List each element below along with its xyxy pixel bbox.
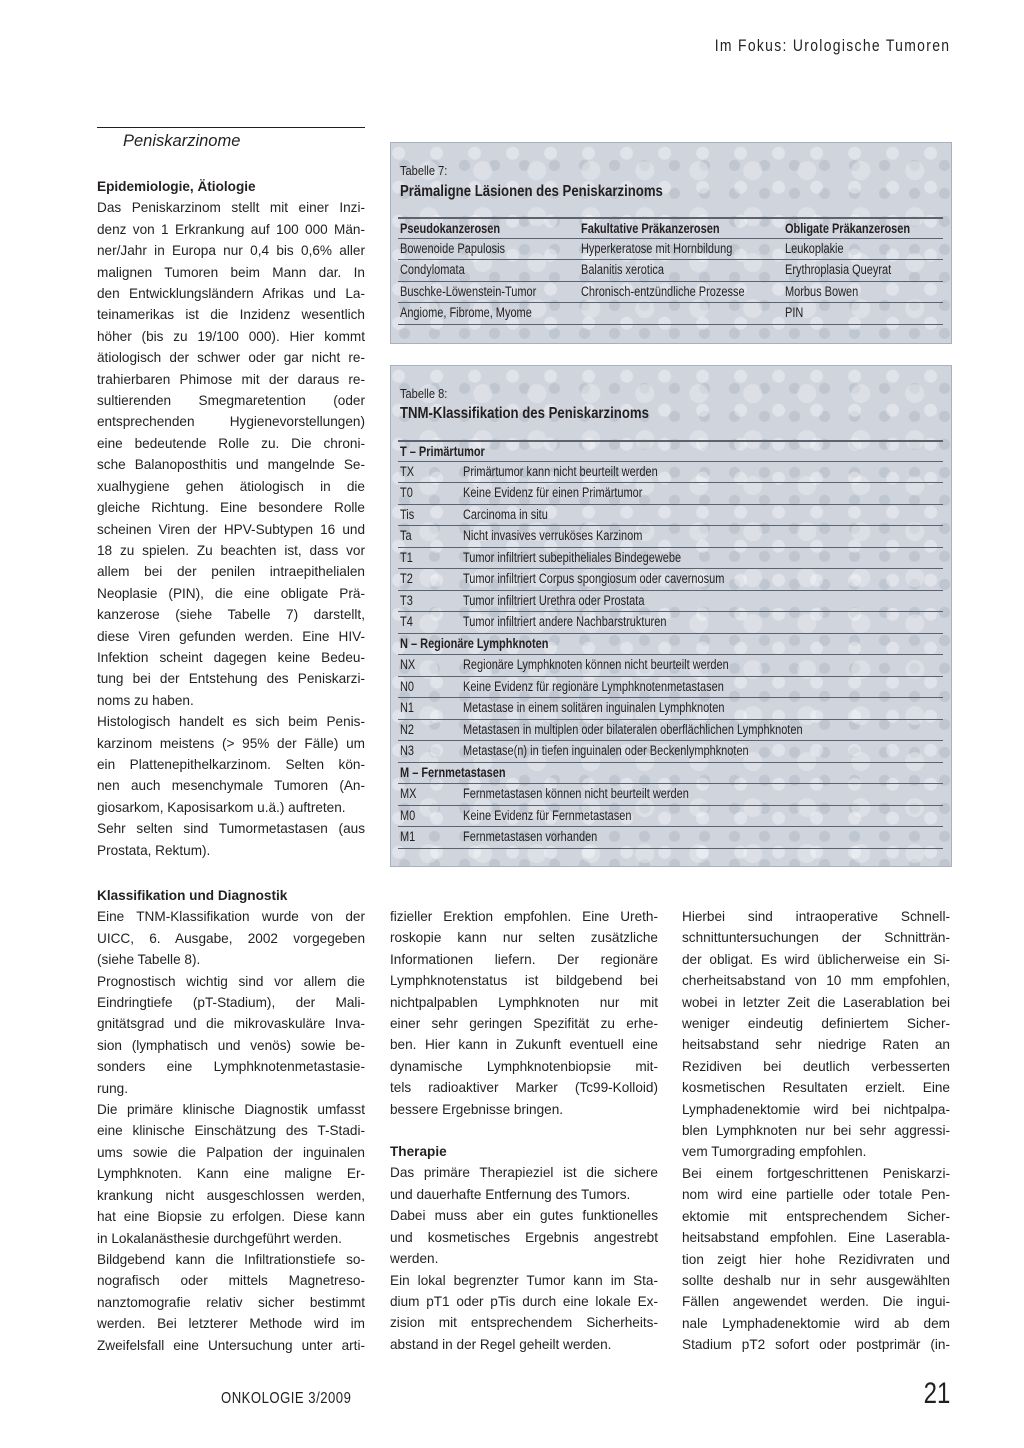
tnm-code: N2 bbox=[400, 721, 415, 737]
text-line: Lymphknoten. Kann eine maligne Er- bbox=[97, 1166, 365, 1182]
text-line: rung. bbox=[97, 1080, 128, 1096]
text-line: Infektion scheint dagegen keine Bedeu- bbox=[97, 649, 365, 665]
text-line: schnittuntersuchungen der Schnitträn- bbox=[682, 930, 950, 946]
text-line: Dabei muss aber ein gutes funktionelles bbox=[390, 1208, 658, 1224]
table-cell: Balanitis xerotica bbox=[581, 262, 665, 277]
text-line: sche Balanoposthitis und mangelnde Se- bbox=[97, 457, 365, 473]
column-3 bbox=[682, 906, 950, 1356]
tnm-description: Keine Evidenz für Fernmetastasen bbox=[463, 807, 632, 823]
text-line: fizieller Erektion empfohlen. Eine Ureth- bbox=[390, 909, 658, 924]
text-line: sollte deshalb nur in sehr ausgewählten bbox=[682, 1272, 950, 1288]
text-line: sonders eine Lymphknotenmetastasie- bbox=[97, 1059, 365, 1075]
column-1-top bbox=[97, 176, 365, 861]
table-8-title: TNM-Klassifikation des Peniskarzinoms bbox=[400, 405, 649, 422]
text-line: nanztomografie relativ sicher bestimmt bbox=[97, 1294, 365, 1310]
tnm-code: T3 bbox=[400, 592, 413, 608]
text-line: cherheitsabstand von 10 mm empfohlen, bbox=[682, 973, 950, 989]
tnm-code: N3 bbox=[400, 743, 415, 758]
table-cell: Leukoplakie bbox=[785, 240, 844, 256]
text-line: teinamerikas ist die Inzidenz wesentlich bbox=[97, 307, 365, 323]
text-line: allem bei der penilen intraepithelialen bbox=[97, 564, 365, 580]
text-line: 18 zu spielen. Zu beachten ist, dass vor bbox=[97, 542, 365, 558]
table-row bbox=[398, 677, 943, 699]
tnm-description: Metastasen in multiplen oder bilateralen oberflächlichen Lymphknoten bbox=[463, 721, 803, 737]
table-row bbox=[398, 591, 943, 613]
text-line: nom wird eine partielle oder totale Pen- bbox=[682, 1187, 950, 1203]
text-line: tion zeigt hier hohe Rezidivraten und bbox=[682, 1251, 950, 1267]
table-cell: Condylomata bbox=[400, 262, 465, 277]
body-lines bbox=[390, 906, 658, 1120]
text-line: karzinom meistens (> 95% der Fälle) um bbox=[97, 735, 365, 751]
section-heading-text: N – Regionäre Lymphknoten bbox=[400, 635, 549, 651]
table-8 bbox=[390, 365, 952, 867]
text-line: Bildgebend kann die Infiltrationstiefe so- bbox=[97, 1251, 365, 1267]
text-line: trahierbaren Phimose mit der daraus re- bbox=[97, 371, 365, 387]
text-line: noms zu haben. bbox=[97, 692, 194, 708]
tnm-description: Regionäre Lymphknoten können nicht beurteilt werden bbox=[463, 657, 729, 672]
text-line: (siehe Tabelle 8). bbox=[97, 952, 201, 968]
table-7-title: Prämaligne Läsionen des Peniskarzinoms bbox=[400, 183, 663, 200]
text-line: bessere Ergebnisse bringen. bbox=[390, 1101, 564, 1117]
body-lines bbox=[682, 906, 950, 1356]
table-section-heading bbox=[398, 763, 943, 785]
tnm-code: M0 bbox=[400, 807, 416, 823]
table-cell: Hyperkeratose mit Hornbildung bbox=[581, 240, 733, 256]
column-1-bottom bbox=[97, 885, 365, 1356]
text-line: Das primäre Therapieziel ist die sichere bbox=[390, 1165, 658, 1181]
text-line: tung bei der Entstehung des Peniskarzi- bbox=[97, 671, 365, 687]
text-line: Ein lokal begrenzter Tumor kann im Sta- bbox=[390, 1272, 658, 1288]
tnm-code: T1 bbox=[400, 549, 413, 565]
table-cell: Erythroplasia Queyrat bbox=[785, 262, 892, 277]
body-lines bbox=[97, 906, 365, 1356]
table-7 bbox=[390, 142, 952, 344]
text-line: krankung nicht ausgeschlossen werden, bbox=[97, 1187, 365, 1203]
text-line: Prognostisch wichtig sind vor allem die bbox=[97, 973, 365, 989]
text-line: Eine TNM-Klassifikation wurde von der bbox=[97, 909, 365, 925]
text-line: ums sowie die Palpation der inguinalen bbox=[97, 1144, 365, 1160]
text-line: hat eine Biopsie zu erfolgen. Diese kann bbox=[97, 1209, 365, 1225]
text-line: und kosmetisches Ergebnis angestrebt bbox=[390, 1229, 658, 1245]
text-line: ektomie mit entsprechendem Sicher- bbox=[682, 1208, 950, 1224]
text-line: scheinen Viren der HPV-Subtypen 16 und bbox=[97, 521, 365, 537]
table-cell: Bowenoide Papulosis bbox=[400, 240, 505, 256]
text-line: xualhygiene gehen ätiologisch in die bbox=[97, 478, 365, 494]
tnm-description: Metastase(n) in tiefen inguinalen oder Beckenlymphknoten bbox=[463, 743, 749, 758]
text-line: sultierenden Smegmaretention (oder bbox=[97, 393, 365, 409]
table-row bbox=[398, 784, 943, 806]
text-line: nale Lymphadenektomie wird ab dem bbox=[682, 1315, 950, 1331]
text-line: giosarkom, Kaposisarkom u.ä.) auftreten. bbox=[97, 799, 346, 815]
tnm-description: Keine Evidenz für regionäre Lymphknotenmetastasen bbox=[463, 678, 724, 694]
table-cell: Chronisch-entzündliche Prozesse bbox=[581, 283, 745, 299]
table-row bbox=[398, 827, 943, 849]
text-line: Die primäre klinische Diagnostik umfasst bbox=[97, 1102, 365, 1118]
tnm-code: T0 bbox=[400, 485, 413, 500]
table-section-heading bbox=[398, 440, 943, 462]
text-line: UICC, 6. Ausgabe, 2002 vorgegeben bbox=[97, 930, 365, 946]
text-line: ätiologisch der schwer oder gar nicht re- bbox=[97, 350, 365, 366]
column-header: Pseudokanzerosen bbox=[400, 221, 501, 236]
tnm-code: N0 bbox=[400, 678, 415, 694]
section-title: Peniskarzinome bbox=[123, 132, 241, 150]
tnm-code: MX bbox=[400, 786, 417, 801]
tnm-code: T2 bbox=[400, 571, 413, 586]
text-line: Das Peniskarzinom stellt mit einer Inzi- bbox=[97, 200, 365, 216]
tnm-code: N1 bbox=[400, 700, 415, 715]
text-line: höher (bis zu 19/100 000). Hier kommt bbox=[97, 328, 365, 344]
text-line: Histologisch handelt es sich beim Penis- bbox=[97, 714, 365, 730]
table-row bbox=[398, 282, 943, 304]
table-section-heading bbox=[398, 634, 943, 656]
text-line: einer sehr geringen Spezifität zu erhe- bbox=[390, 1016, 658, 1032]
text-line: Lymphadenektomie wird bei nichtpalpa- bbox=[682, 1101, 950, 1117]
text-line: malignen Tumoren beim Mann dar. In bbox=[97, 264, 365, 280]
text-line: roskopie kann nur selten zusätzliche bbox=[390, 930, 658, 946]
text-line: blen Lymphknoten nur bei sehr aggressi- bbox=[682, 1123, 950, 1139]
text-line: sion (lymphatisch und venös) sowie be- bbox=[97, 1037, 365, 1053]
table-row bbox=[398, 483, 943, 505]
table-row bbox=[398, 303, 943, 325]
tnm-description: Tumor infiltriert Urethra oder Prostata bbox=[463, 592, 645, 608]
text-line: diese Viren gefunden werden. Eine HIV- bbox=[97, 628, 365, 644]
tnm-description: Tumor infiltriert Corpus spongiosum oder cavernosum bbox=[463, 571, 725, 586]
text-line: weniger eindeutig definiertem Sicher- bbox=[682, 1016, 950, 1032]
text-line: der obligat. Es wird üblicherweise ein Si- bbox=[682, 951, 950, 967]
text-line: den Entwicklungsländern Afrikas und La- bbox=[97, 286, 365, 302]
text-line: nografisch oder mittels Magnetreso- bbox=[97, 1273, 365, 1289]
table-7-grid bbox=[398, 217, 943, 325]
text-line: wobei in letzter Zeit die Laserablation bei bbox=[682, 994, 950, 1010]
text-line: werden. Bei letzterer Methode wird im bbox=[97, 1316, 365, 1332]
tnm-code: TX bbox=[400, 463, 415, 479]
heading-therapie: Therapie bbox=[390, 1144, 447, 1160]
column-header: Fakultative Präkanzerosen bbox=[581, 221, 720, 236]
table-row bbox=[398, 526, 943, 548]
text-line: tels radioaktiver Marker (Tc99-Kolloid) bbox=[390, 1080, 658, 1096]
table-row bbox=[398, 548, 943, 570]
table-cell: PIN bbox=[785, 305, 804, 320]
table-row bbox=[398, 462, 943, 484]
text-line: nen auch mesenchymale Tumoren (An- bbox=[97, 778, 365, 794]
text-line: dynamische Lymphknotenbiopsie mit- bbox=[390, 1058, 658, 1074]
text-line: Stadium pT2 sofort oder postprimär (in- bbox=[682, 1337, 950, 1353]
table-row bbox=[398, 741, 943, 763]
tnm-description: Tumor infiltriert subepitheliales Bindegewebe bbox=[463, 549, 682, 565]
text-line: eine klinische Einschätzung des T-Stadi- bbox=[97, 1123, 365, 1139]
section-heading-text: T – Primärtumor bbox=[400, 444, 485, 459]
running-head: Im Fokus: Urologische Tumoren bbox=[714, 36, 950, 55]
text-line: entsprechenden Hygienevorstellungen) bbox=[97, 414, 365, 430]
footer-journal: ONKOLOGIE 3/2009 bbox=[221, 1390, 352, 1407]
tnm-description: Carcinoma in situ bbox=[463, 506, 548, 522]
tnm-code: M1 bbox=[400, 829, 416, 844]
text-line: heitsabstand empfohlen. Eine Laserabla- bbox=[682, 1230, 950, 1246]
tnm-code: Ta bbox=[400, 528, 412, 543]
section-rule bbox=[97, 127, 365, 128]
tnm-code: NX bbox=[400, 657, 416, 672]
table-row bbox=[398, 720, 943, 742]
text-line: ein Plattenepithelkarzinom. Selten kön- bbox=[97, 756, 365, 772]
tnm-code: T4 bbox=[400, 614, 413, 629]
column-header: Obligate Präkanzerosen bbox=[785, 221, 911, 236]
table-row bbox=[398, 655, 943, 677]
text-line: kanzerose (siehe Tabelle 7) darstellt, bbox=[97, 607, 365, 623]
text-line: werden. bbox=[390, 1251, 439, 1267]
text-line: vem Tumorgrading empfohlen. bbox=[682, 1144, 867, 1160]
table-row bbox=[398, 260, 943, 282]
table-row bbox=[398, 806, 943, 828]
column-2 bbox=[390, 906, 658, 1355]
tnm-description: Keine Evidenz für einen Primärtumor bbox=[463, 485, 643, 500]
text-line: Informationen liefern. Der regionäre bbox=[390, 951, 658, 967]
text-line: abstand in der Regel geheilt werden. bbox=[390, 1336, 612, 1352]
text-line: Bei einem fortgeschrittenen Peniskarzi- bbox=[682, 1165, 950, 1181]
text-line: Zweifelsfall eine Untersuchung unter arti- bbox=[97, 1337, 365, 1353]
section-heading-text: M – Fernmetastasen bbox=[400, 764, 506, 780]
body-lines bbox=[390, 1162, 658, 1355]
text-line: Sehr selten sind Tumormetastasen (aus bbox=[97, 821, 365, 837]
heading-klassifikation: Klassifikation und Diagnostik bbox=[97, 888, 288, 903]
text-line: Prostata, Rektum). bbox=[97, 842, 211, 858]
text-line: Lymphknotenstatus ist bildgebend bei bbox=[390, 973, 658, 989]
text-line: Hierbei sind intraoperative Schnell- bbox=[682, 909, 950, 924]
tnm-description: Fernmetastasen vorhanden bbox=[463, 829, 598, 844]
table-row bbox=[398, 239, 943, 261]
text-line: denz von 1 Erkrankung auf 100 000 Män- bbox=[97, 221, 365, 237]
table-row bbox=[398, 217, 943, 239]
text-line: Eindringtiefe (pT-Stadium), der Mali- bbox=[97, 995, 365, 1011]
text-line: gleiche Richtung. Eine besondere Rolle bbox=[97, 500, 365, 516]
table-cell: Buschke-Löwenstein-Tumor bbox=[400, 283, 537, 299]
page-number: 21 bbox=[923, 1377, 950, 1410]
text-line: nichtpalpablen Lymphknoten nur mit bbox=[390, 994, 658, 1010]
text-line: zision mit entsprechendem Sicherheits- bbox=[390, 1315, 658, 1331]
table-7-number: Tabelle 7: bbox=[400, 163, 448, 178]
table-8-number: Tabelle 8: bbox=[400, 386, 448, 401]
text-line: kosmetischen Resultaten erzielt. Eine bbox=[682, 1080, 950, 1096]
text-line: ner/Jahr in Europa nur 0,4 bis 0,6% aller bbox=[97, 243, 365, 259]
text-line: eine bedeutende Rolle zu. Die chroni- bbox=[97, 435, 365, 451]
text-line: Fällen angewendet werden. Die ingui- bbox=[682, 1294, 950, 1310]
heading-epidemiologie: Epidemiologie, Ätiologie bbox=[97, 179, 256, 194]
text-line: Neoplasie (PIN), die eine obligate Prä- bbox=[97, 585, 365, 601]
table-cell: Morbus Bowen bbox=[785, 283, 859, 299]
table-row bbox=[398, 569, 943, 591]
table-8-grid bbox=[398, 440, 943, 849]
text-line: in Lokalanästhesie durchgeführt werden. bbox=[97, 1230, 342, 1246]
text-line: dium pT1 oder pTis durch eine lokale Ex- bbox=[390, 1293, 658, 1309]
tnm-description: Metastase in einem solitären inguinalen Lymphknoten bbox=[463, 700, 725, 715]
tnm-code: Tis bbox=[400, 506, 415, 522]
text-line: gnitätsgrad und die mikrovaskuläre Inva- bbox=[97, 1016, 365, 1032]
tnm-description: Nicht invasives verruköses Karzinom bbox=[463, 528, 643, 543]
text-line: Rezidiven bei deutlich verbesserten bbox=[682, 1058, 950, 1074]
text-line: heitsabstand sehr niedrige Raten an bbox=[682, 1037, 950, 1053]
table-cell: Angiome, Fibrome, Myome bbox=[400, 305, 532, 320]
text-line: ben. Hier kann in Zukunft eventuell eine bbox=[390, 1037, 658, 1053]
table-row bbox=[398, 698, 943, 720]
table-row bbox=[398, 612, 943, 634]
tnm-description: Tumor infiltriert andere Nachbarstrukturen bbox=[463, 614, 667, 629]
tnm-description: Fernmetastasen können nicht beurteilt werden bbox=[463, 786, 689, 801]
table-row bbox=[398, 505, 943, 527]
body-lines bbox=[97, 197, 365, 861]
text-line: und dauerhafte Entfernung des Tumors. bbox=[390, 1186, 631, 1202]
tnm-description: Primärtumor kann nicht beurteilt werden bbox=[463, 463, 658, 479]
